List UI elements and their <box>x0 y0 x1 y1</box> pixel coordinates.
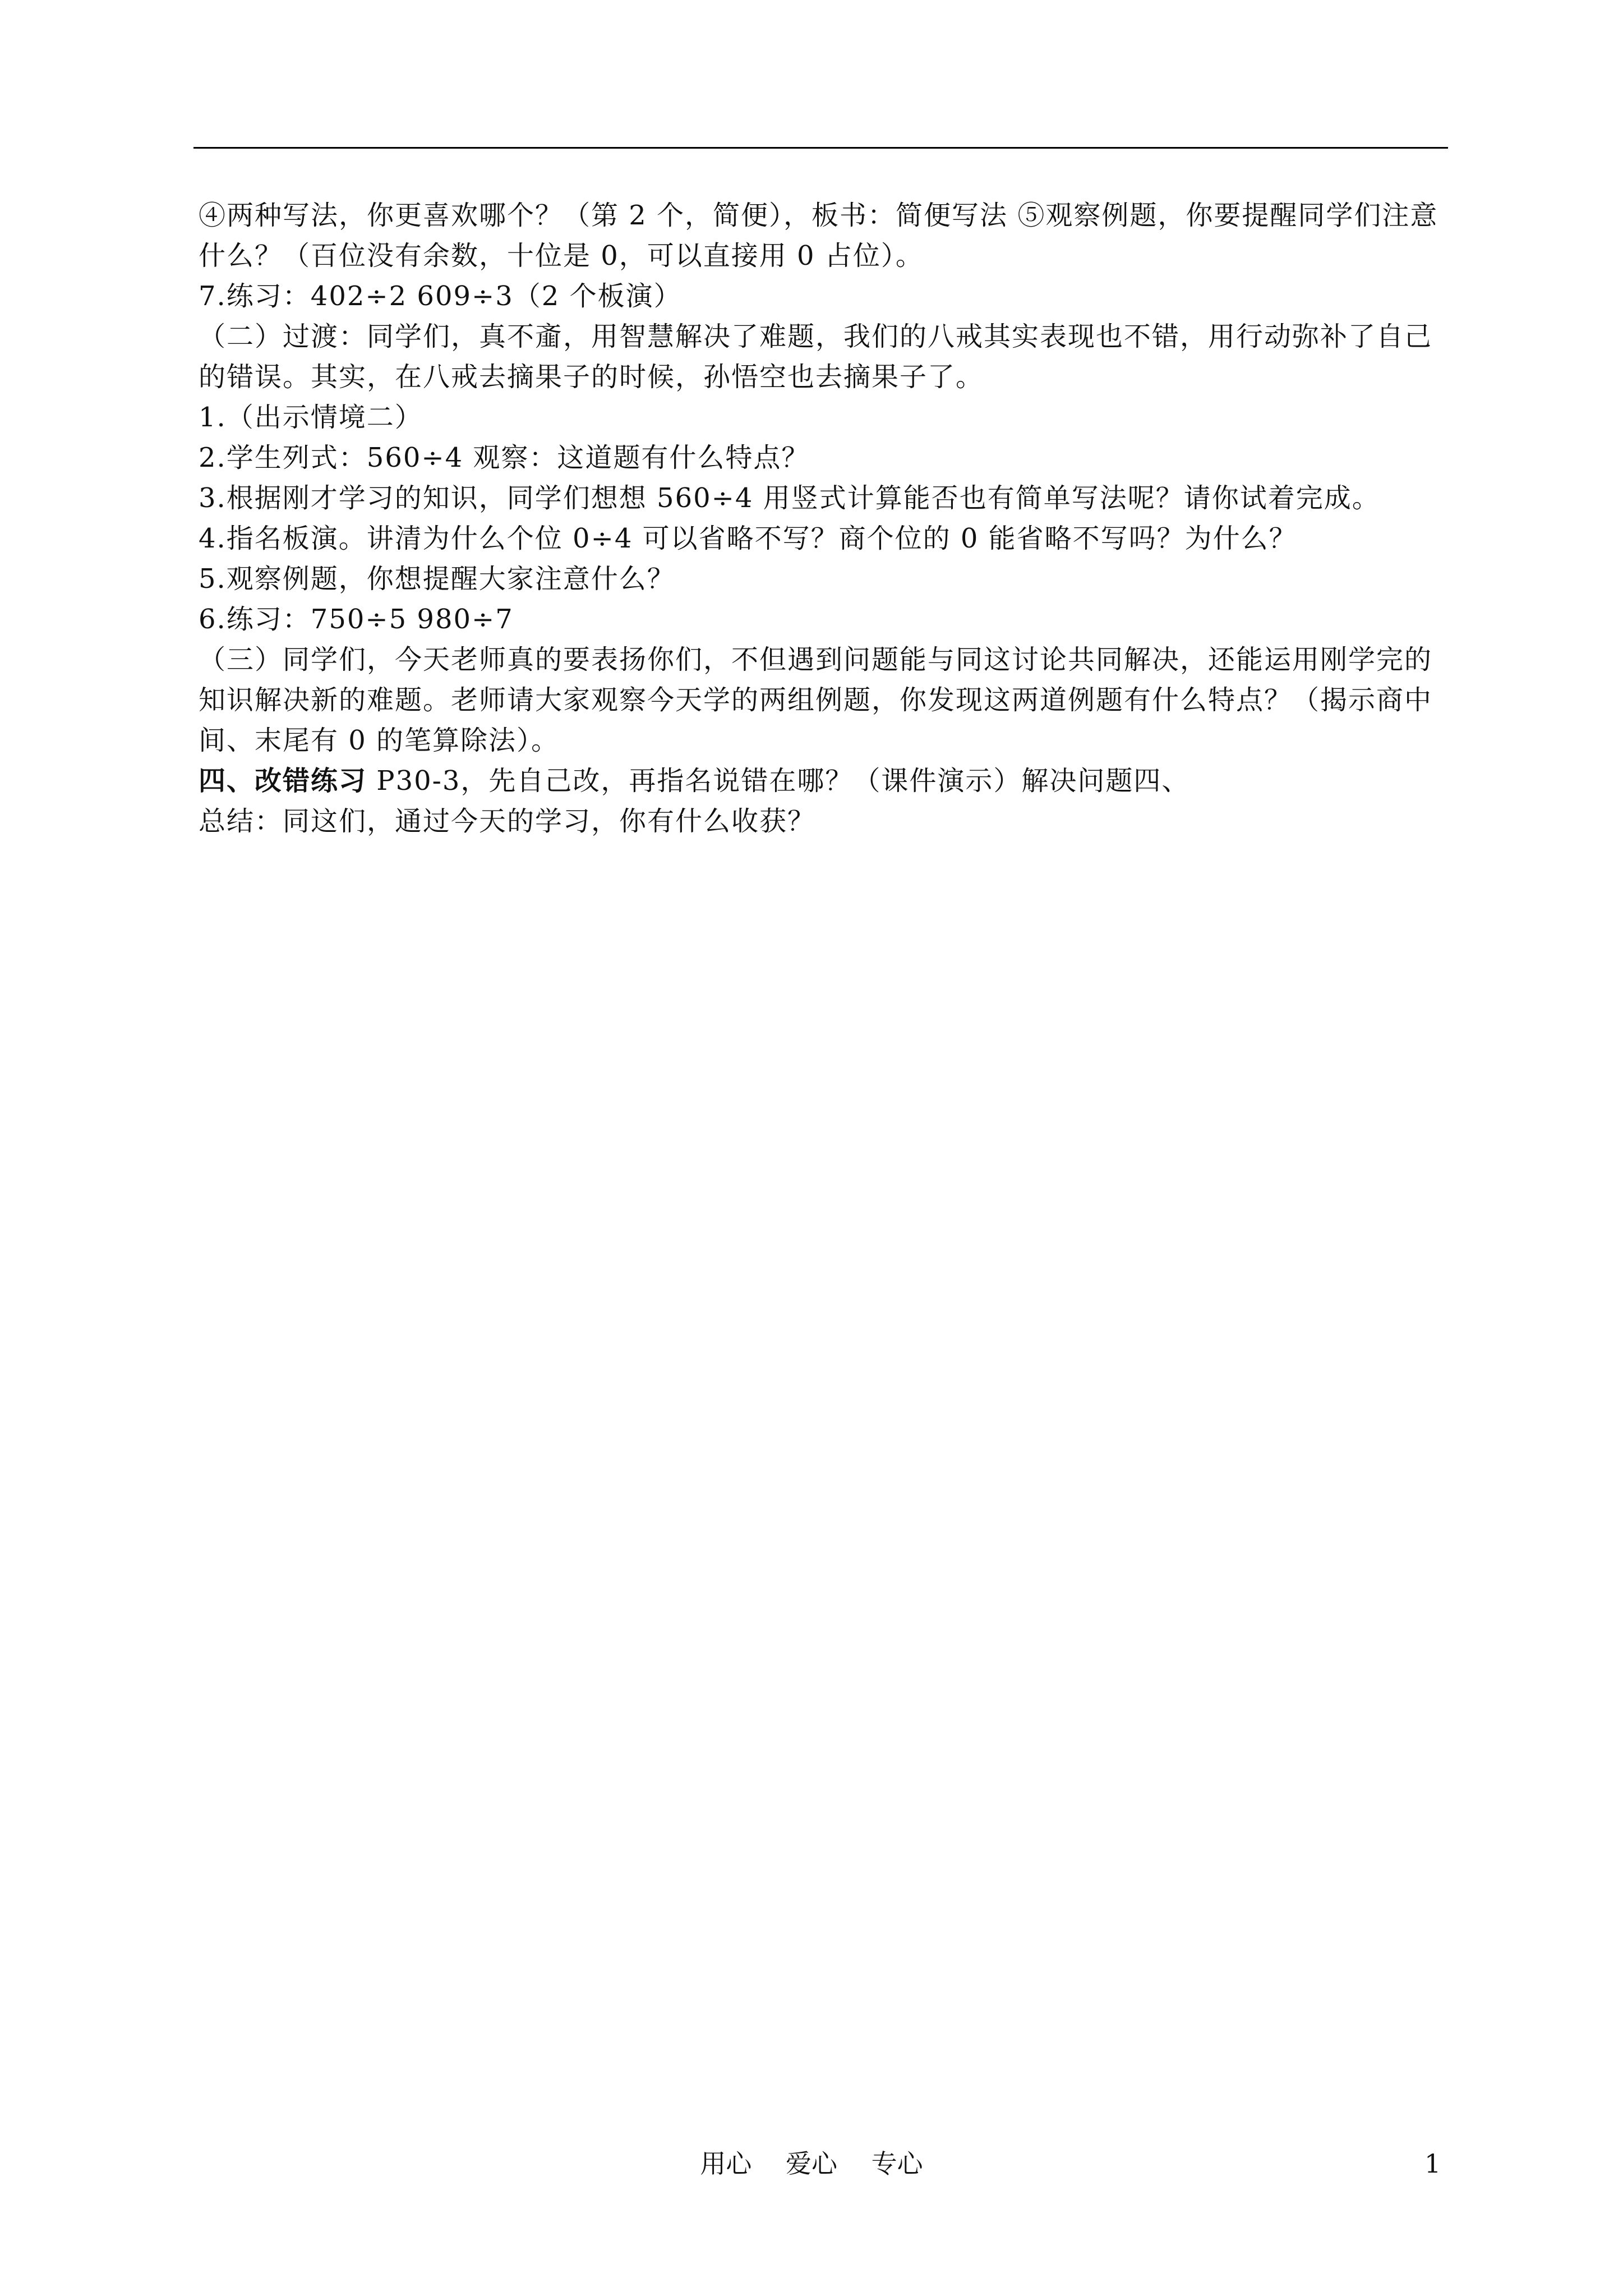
footer-slogan: 用心 爱心 专心 <box>700 2148 923 2179</box>
paragraph-summary: 总结：同这们，通过今天的学习，你有什么收获？ <box>199 806 816 837</box>
paragraph-step-2: 2.学生列式：560÷4 观察：这道题有什么特点？ <box>199 442 810 473</box>
paragraph-transition: （二）过渡：同学们，真不齑，用智慧解决了难题，我们的八戒其实表现也不错，用行动弥补了自己的错误。其实，在八戒去摘果子的时候，孙悟空也去摘果子了。 <box>199 321 1433 393</box>
section-4-text: P30-3，先自己改，再指名说错在哪？（课件演示）解决问题四、 <box>367 765 1190 797</box>
section-4-heading: 四、改错练习 <box>199 765 367 797</box>
page-number: 1 <box>1424 2148 1441 2179</box>
paragraph-practice-7: 7.练习：402÷2 609÷3（2 个板演） <box>199 280 682 312</box>
paragraph-writing-methods: ④两种写法，你更喜欢哪个？（第 2 个，简便），板书：简便写法 ⑤观察例题，你要提醒同学们注意什么？（百位没有余数，十位是 0，可以直接用 0 占位）。 <box>199 200 1438 272</box>
document-body <box>199 195 1448 841</box>
paragraph-step-6: 6.练习：750÷5 980÷7 <box>199 604 514 635</box>
header-rule <box>193 147 1448 149</box>
paragraph-praise: （三）同学们，今天老师真的要表扬你们，不但遇到问题能与同这讨论共同解决，还能运用刚学完的知识解决新的难题。老师请大家观察今天学的两组例题，你发现这两道例题有什么特点？（揭示商中间、末尾有 0 的笔算除法）。 <box>199 644 1433 756</box>
paragraph-step-3: 3.根据刚才学习的知识，同学们想想 560÷4 用竖式计算能否也有简单写法呢？请你试着完成。 <box>199 482 1380 514</box>
paragraph-step-1: 1.（出示情境二） <box>199 402 423 433</box>
paragraph-step-5: 5.观察例题，你想提醒大家注意什么？ <box>199 563 675 595</box>
paragraph-section-4 <box>199 761 1448 801</box>
paragraph-step-4: 4.指名板演。讲清为什么个位 0÷4 可以省略不写？商个位的 0 能省略不写吗？为什么？ <box>199 523 1297 554</box>
